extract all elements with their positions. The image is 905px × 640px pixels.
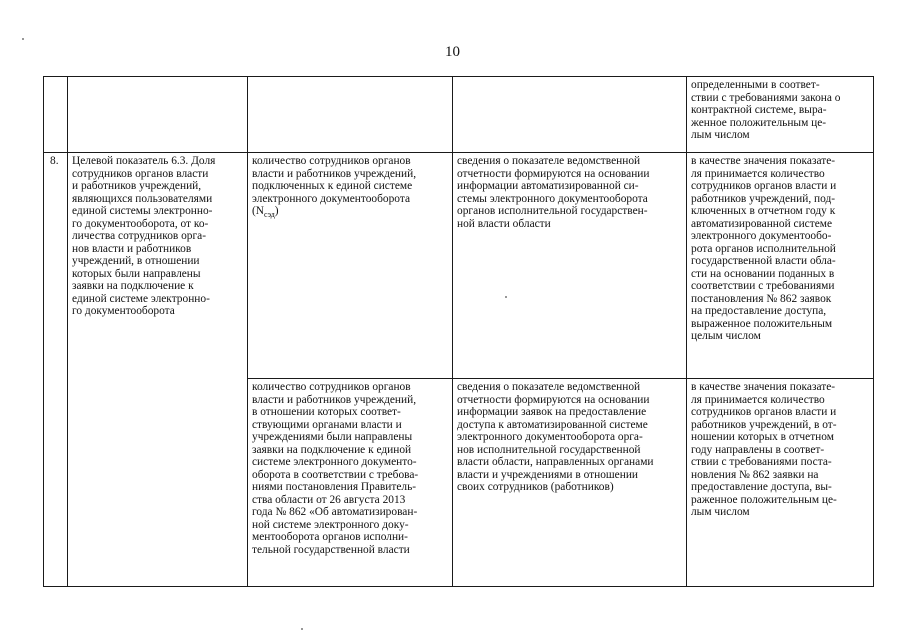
- page-number: 10: [445, 44, 460, 60]
- cell-number-empty: [44, 77, 68, 153]
- source-cell-1: [453, 153, 687, 379]
- method-text-2: в качестве значения показате- ля принимается количество сотрудников органов власти и работников учреждений, в от- ношении которых в отчетном году направлены в соответ- ствии с требованиями поста- новления № 862 заявки на предоставление доступа, вы- раженное положительным це- лым числом: [691, 381, 837, 518]
- table-row-8: [44, 153, 874, 379]
- cell-source-empty: [453, 77, 687, 153]
- method-text-1: в качестве значения показате- ля принимается количество сотрудников органов власти и работников учреждений, под- ключенных в отчетном году к автоматизированной системе электронного документообо- рота органов исполнительной государственной власти обла- сти на основании поданных в соответствии с требованиями постановления № 862 заявок на предоставление доступа, выраженное положительным целым числом: [691, 155, 837, 342]
- indicator-name-cell: [68, 153, 248, 587]
- formula-subscript: сэд: [264, 210, 275, 219]
- formula-text-1-main: количество сотрудников органов власти и работников учреждений, подключенных к единой системе электронного документооборота (N: [252, 155, 417, 217]
- formula-text-1: [252, 155, 448, 222]
- formula-tail: ): [274, 205, 279, 217]
- row-number-cell: [44, 153, 68, 587]
- method-cell-2: [687, 379, 874, 587]
- formula-cell-2: [248, 379, 453, 587]
- method-cell-1: [687, 153, 874, 379]
- indicator-name: Целевой показатель 6.3. Доля сотрудников органов власти и работников учреждений, являющихся пользователями единой системы электронно- го документооборота, от ко- личества сотрудников орга- нов власти и работников учреждений, в отношении которых были направлены заявки на подключение к единой системе электронно- го документооборота: [72, 155, 216, 317]
- source-text-1: сведения о показателе ведомственной отчетности формируются на основании информации автоматизированной си- стемы электронного документооборота органов исполнительной государствен- ной власти области: [457, 155, 650, 230]
- scan-speck: [505, 296, 507, 298]
- cell-method-continuation: [687, 77, 874, 153]
- cell-indicator-empty: [68, 77, 248, 153]
- indicators-table: [43, 76, 874, 587]
- scan-speck: [301, 628, 303, 630]
- scan-speck: [22, 38, 24, 40]
- formula-cell-1: [248, 153, 453, 379]
- table-row-continuation: [44, 77, 874, 153]
- cell-formula-empty: [248, 77, 453, 153]
- source-cell-2: [453, 379, 687, 587]
- source-text-2: сведения о показателе ведомственной отчетности формируются на основании информации заявок на предоставление доступа к автоматизированной системе электронного документооборота орга- нов исполнительной государственной власти области, направленных органами власти и учреждениями в отношении своих сотрудников (работников): [457, 381, 654, 493]
- formula-text-2: количество сотрудников органов власти и работников учреждений, в отношении которых соответ- ствующими органами власти и учреждениями были направлены заявки на подключение к единой системе электронного документо- оборота в соответствии с требова- ниями постановления Правитель- ства области от 26 августа 2013 года № 862 «Об автоматизирован- ной системе электронного доку- ментооборота органов исполни- тельной государственной власти: [252, 381, 419, 556]
- row-number: 8.: [50, 155, 59, 167]
- method-continuation-text: определенными в соответ- ствии с требованиями закона о контрактной системе, выра- женное положительным це- лым числом: [691, 79, 841, 141]
